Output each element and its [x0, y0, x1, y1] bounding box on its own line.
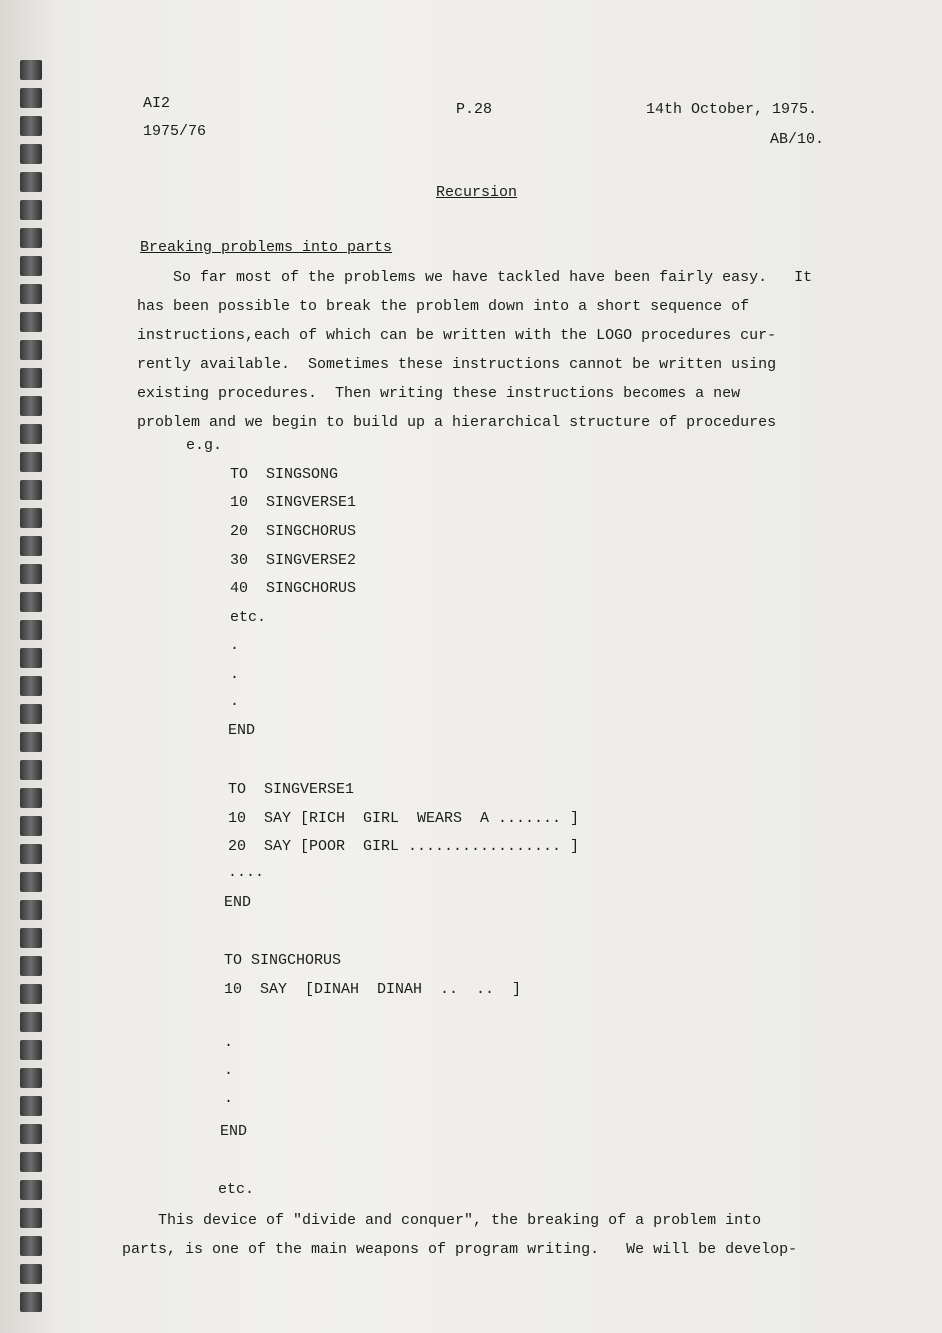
- code-line: etc.: [230, 609, 267, 626]
- binding-ring: [20, 480, 42, 500]
- binding-ring: [20, 592, 42, 612]
- binding-ring: [20, 788, 42, 808]
- code-line: .: [230, 637, 240, 654]
- code-line: END: [224, 894, 252, 911]
- section-heading: Breaking problems into parts: [140, 239, 393, 256]
- binding-ring: [20, 88, 42, 108]
- binding-ring: [20, 1180, 42, 1200]
- paragraph-line: This device of "divide and conquer", the breaking of a problem into: [122, 1212, 762, 1229]
- code-line: .: [230, 666, 240, 683]
- binding-ring: [20, 256, 42, 276]
- binding-ring: [20, 956, 42, 976]
- binding-ring: [20, 200, 42, 220]
- binding-ring: [20, 1236, 42, 1256]
- binding-ring: [20, 984, 42, 1004]
- course-code: AI2: [143, 95, 171, 112]
- example-label: e.g.: [186, 437, 223, 454]
- binding-ring: [20, 816, 42, 836]
- code-line: 20 SINGCHORUS: [230, 523, 357, 540]
- binding-ring: [20, 620, 42, 640]
- code-line: END: [228, 722, 256, 739]
- binding-ring: [20, 368, 42, 388]
- binding-ring: [20, 1292, 42, 1312]
- binding-ring: [20, 844, 42, 864]
- binding-ring: [20, 116, 42, 136]
- code-line: 40 SINGCHORUS: [230, 580, 357, 597]
- binding-ring: [20, 228, 42, 248]
- code-line: END: [220, 1123, 248, 1140]
- code-line: .: [224, 1090, 234, 1107]
- paragraph-line: existing procedures. Then writing these instructions becomes a new: [137, 385, 741, 402]
- paragraph-line: problem and we begin to build up a hierarchical structure of procedures: [137, 414, 777, 431]
- binding-ring: [20, 1124, 42, 1144]
- code-line: 30 SINGVERSE2: [230, 552, 357, 569]
- code-line: TO SINGCHORUS: [224, 952, 342, 969]
- academic-year: 1975/76: [143, 123, 207, 140]
- etc-label: etc.: [218, 1181, 255, 1198]
- binding-ring: [20, 536, 42, 556]
- paragraph-line: parts, is one of the main weapons of program writing. We will be develop-: [122, 1241, 798, 1258]
- code-line: TO SINGVERSE1: [228, 781, 355, 798]
- code-line: .: [224, 1062, 234, 1079]
- code-line: .: [230, 693, 240, 710]
- code-line: .: [224, 1034, 234, 1051]
- binding-ring: [20, 872, 42, 892]
- binding-ring: [20, 1068, 42, 1088]
- binding-ring: [20, 1264, 42, 1284]
- code-line: ....: [228, 864, 265, 881]
- binding-ring: [20, 340, 42, 360]
- binding-ring: [20, 676, 42, 696]
- code-line: 10 SAY [RICH GIRL WEARS A ....... ]: [228, 810, 580, 827]
- binding-ring: [20, 900, 42, 920]
- page-number: P.28: [456, 101, 493, 118]
- binding-ring: [20, 508, 42, 528]
- binding-ring: [20, 424, 42, 444]
- binding-ring: [20, 396, 42, 416]
- binding-ring: [20, 648, 42, 668]
- binding-ring: [20, 760, 42, 780]
- binding-ring: [20, 144, 42, 164]
- code-line: 20 SAY [POOR GIRL ................. ]: [228, 838, 580, 855]
- paragraph-line: has been possible to break the problem down into a short sequence of: [137, 298, 750, 315]
- document-reference: AB/10.: [770, 131, 825, 148]
- code-line: 10 SAY [DINAH DINAH .. .. ]: [224, 981, 522, 998]
- binding-ring: [20, 1152, 42, 1172]
- code-line: TO SINGSONG: [230, 466, 339, 483]
- binding-ring: [20, 60, 42, 80]
- binding-ring: [20, 284, 42, 304]
- intro-paragraph: [137, 263, 857, 437]
- paragraph-line: So far most of the problems we have tackled have been fairly easy. It: [137, 269, 813, 286]
- binding-ring: [20, 928, 42, 948]
- closing-paragraph: [122, 1206, 842, 1264]
- page-title: Recursion: [436, 184, 518, 201]
- binding-ring: [20, 1012, 42, 1032]
- document-date: 14th October, 1975.: [646, 101, 818, 118]
- binding-ring: [20, 1040, 42, 1060]
- binding-ring: [20, 564, 42, 584]
- binding-ring: [20, 1096, 42, 1116]
- binding-ring: [20, 704, 42, 724]
- binding-ring: [20, 172, 42, 192]
- spiral-binding: [20, 0, 42, 1333]
- code-line: 10 SINGVERSE1: [230, 494, 357, 511]
- binding-ring: [20, 452, 42, 472]
- paragraph-line: instructions,each of which can be written with the LOGO procedures cur-: [137, 327, 777, 344]
- binding-ring: [20, 1208, 42, 1228]
- binding-ring: [20, 732, 42, 752]
- binding-ring: [20, 312, 42, 332]
- paragraph-line: rently available. Sometimes these instructions cannot be written using: [137, 356, 777, 373]
